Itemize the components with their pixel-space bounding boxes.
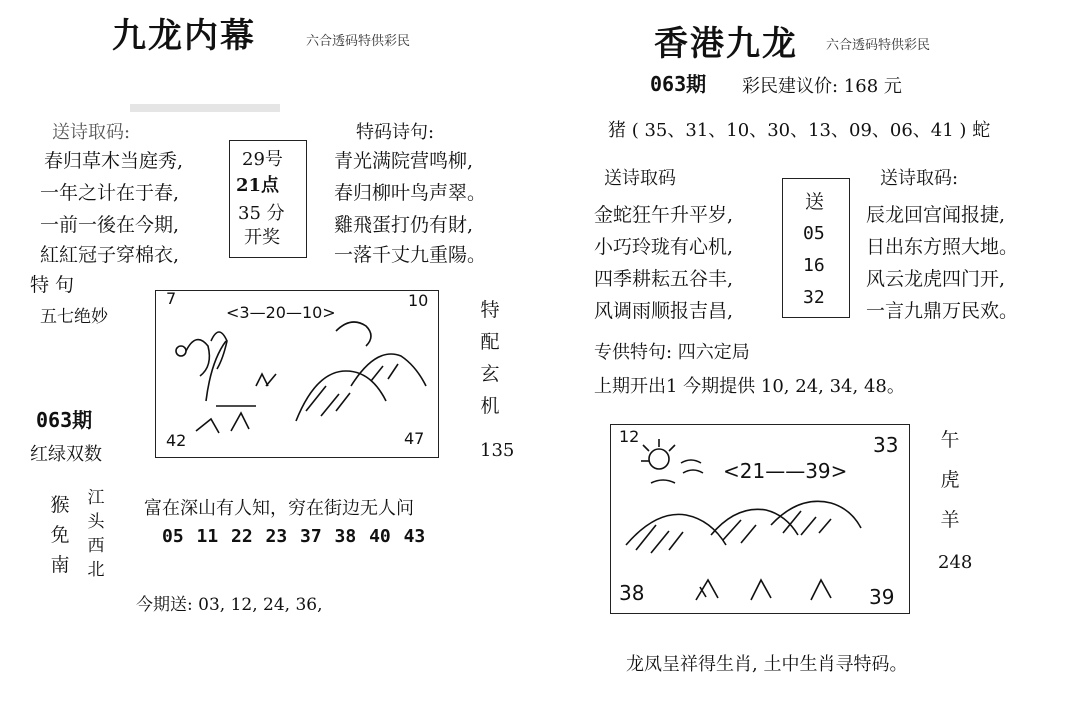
right-poem-label-left: 送诗取码	[604, 168, 676, 189]
sketch-num-bottom-left: 42	[166, 431, 187, 450]
right-subtitle: 六合透码特供彩民	[826, 38, 931, 53]
poem-line: 一落千丈九重陽。	[334, 244, 487, 266]
poem-line: 风云龙虎四门开,	[866, 268, 1006, 290]
poem-line: 雞飛蛋打仍有財,	[334, 214, 474, 236]
snake-label: 蛇	[972, 120, 991, 141]
poem-line: 春归柳叶鸟声翠。	[334, 182, 487, 204]
vertical-char: 羊	[940, 509, 960, 531]
poem-line: 小巧玲珑有心机,	[594, 236, 734, 258]
vertical-char: 午	[940, 429, 960, 451]
poem-line: 四季耕耘五谷丰,	[594, 268, 734, 290]
today-send: 今期送: 03, 12, 24, 36,	[136, 595, 323, 615]
special-phrase-label: 特 句	[30, 274, 75, 296]
send-box-line: 16	[803, 255, 825, 276]
vertical-char: 西	[87, 536, 105, 556]
sketch-sequence: <21——39>	[723, 459, 848, 483]
last-issue: 上期开出1 今期提供 10, 24, 34, 48。	[594, 376, 905, 397]
poem-line: 一年之计在于春,	[40, 182, 180, 204]
vertical-char: 特	[480, 299, 500, 321]
right-title: 香港九龙	[654, 24, 798, 64]
left-issue: 063期	[36, 408, 93, 432]
poem-line: 青光满院营鸣柳,	[334, 150, 474, 172]
footer-phrase: 龙凤呈祥得生肖, 土中生肖寻特码。	[626, 654, 908, 675]
monkey-column	[48, 490, 72, 580]
send-box-line: 送	[805, 191, 825, 213]
right-poem-label-right: 送诗取码:	[880, 168, 959, 189]
print-smudge	[130, 104, 280, 112]
poem-line: 春归草木当庭秀,	[44, 150, 184, 172]
vertical-char: 江	[87, 488, 105, 508]
send-box-line: 05	[803, 223, 825, 244]
sketch-num-bottom-left: 38	[619, 581, 645, 605]
proverb: 富在深山有人知，穷在街边无人问	[144, 498, 414, 519]
sketch-sequence: <3—20—10>	[226, 303, 336, 322]
poem-line: 一前一後在今期,	[40, 214, 180, 236]
send-box	[782, 178, 850, 318]
five-seven-label: 五七绝妙	[40, 307, 108, 327]
vertical-char: 头	[87, 512, 105, 532]
send-box-line: 32	[803, 287, 825, 308]
sketch-num-top-left: 7	[166, 289, 177, 308]
vertical-char: 猴	[50, 494, 70, 516]
draw-box-line: 21点	[236, 175, 280, 196]
vertical-char: 配	[480, 331, 500, 353]
poem-line: 风调雨顺报吉昌,	[594, 300, 734, 322]
left-sketch-box	[155, 290, 439, 458]
sketch-num-top-left: 12	[619, 427, 640, 446]
vertical-char: 免	[50, 524, 70, 546]
pig-line	[608, 116, 990, 142]
pig-numbers: ( 35、31、10、30、13、09、06、41 )	[631, 120, 967, 141]
left-right-vertical	[478, 294, 502, 422]
vertical-char: 南	[50, 554, 70, 576]
price: 彩民建议价: 168 元	[742, 76, 902, 97]
left-subtitle: 六合透码特供彩民	[306, 34, 411, 49]
sketch-num-top-right: 10	[408, 291, 429, 310]
jiang-column	[84, 486, 108, 582]
draw-box-line: 29号	[242, 149, 283, 170]
right-right-vertical	[938, 420, 962, 540]
sketch-num-bottom-right: 47	[404, 429, 425, 448]
poem-line: 紅紅冠子穿棉衣,	[40, 244, 180, 266]
right-sketch-box	[610, 424, 910, 614]
vertical-char: 机	[480, 395, 500, 417]
draw-time-box	[229, 140, 307, 258]
vertical-char: 北	[87, 560, 105, 580]
poem-line: 一言九鼎万民欢。	[866, 300, 1019, 322]
poem-line: 辰龙回宫闻报捷,	[866, 204, 1006, 226]
left-right-number: 135	[480, 440, 515, 461]
left-poem-label-right: 特码诗句:	[356, 122, 435, 143]
draw-box-line: 开奖	[244, 227, 280, 248]
red-green-label: 红绿双数	[30, 444, 102, 465]
special-line: 专供特句: 四六定局	[594, 342, 750, 363]
left-title: 九龙内幕	[112, 16, 256, 56]
right-right-number: 248	[938, 552, 973, 573]
sketch-num-top-right: 33	[873, 433, 899, 457]
pig-label: 猪	[608, 120, 626, 141]
left-poem-label-left: 送诗取码:	[52, 122, 131, 143]
vertical-char: 玄	[480, 363, 500, 385]
sketch-num-bottom-right: 39	[869, 585, 895, 609]
vertical-char: 虎	[940, 469, 960, 491]
left-numbers: 05 11 22 23 37 38 40 43	[162, 526, 426, 547]
right-sketch-drawing	[611, 425, 909, 613]
poem-line: 日出东方照大地。	[866, 236, 1019, 258]
draw-box-line: 35 分	[238, 203, 285, 224]
right-issue: 063期	[650, 72, 707, 96]
poem-line: 金蛇狂午升平岁,	[594, 204, 734, 226]
